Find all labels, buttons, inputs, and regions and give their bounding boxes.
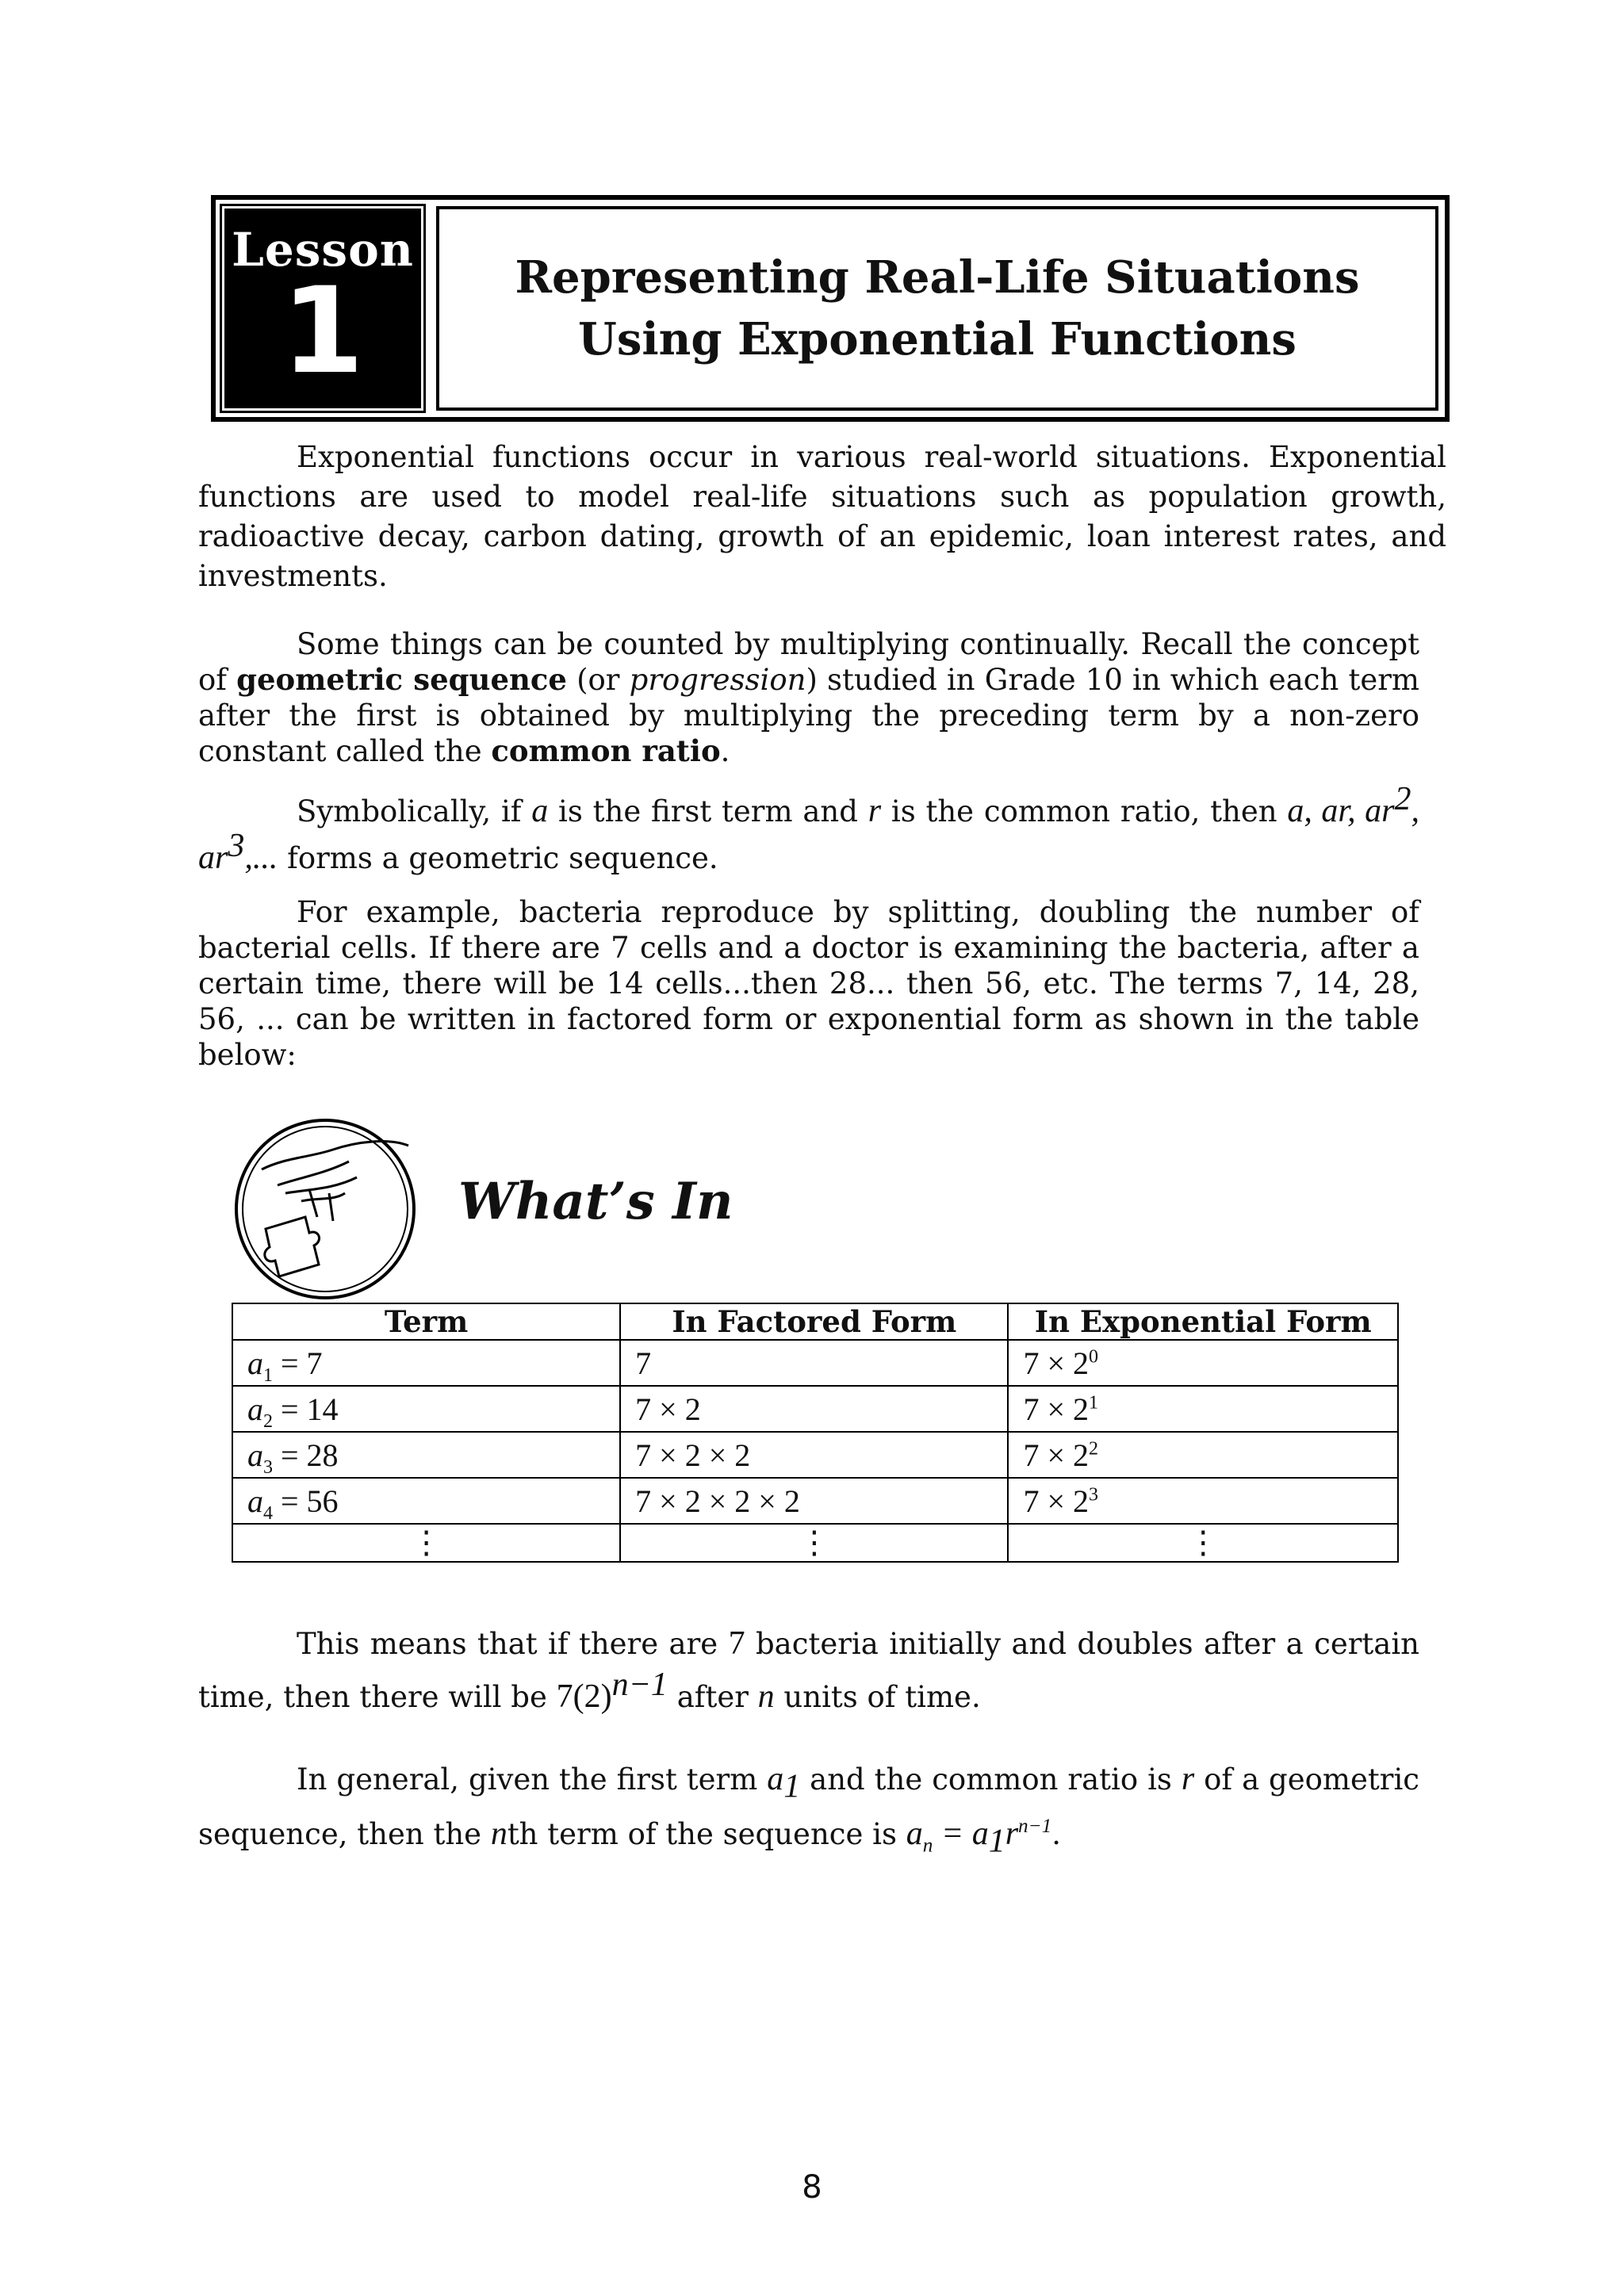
lesson-badge	[222, 206, 423, 411]
lesson-header	[211, 195, 1450, 422]
text-span: This means that if there are	[297, 1627, 729, 1661]
table-row	[232, 1386, 1398, 1432]
lesson-title-box	[436, 206, 1438, 411]
text-span: .	[720, 734, 730, 768]
header-term: Term	[232, 1303, 620, 1340]
term-cell: $a_2 = 14$	[232, 1386, 620, 1432]
doubling-formula: $7(2)^{n-1}$	[556, 1667, 668, 1715]
lesson-label: Lesson	[232, 223, 414, 277]
exponential-cell	[1008, 1386, 1398, 1432]
general-term-formula: $a_n = a_1r^{n-1}$	[906, 1816, 1052, 1860]
factored-cell: 7 × 2 × 2 × 2	[620, 1478, 1008, 1524]
text-span: th term of the sequence is	[507, 1817, 906, 1851]
exponent: 3	[1089, 1484, 1099, 1506]
factored-cell: 7 × 2	[620, 1386, 1008, 1432]
text-span: (or	[566, 663, 630, 697]
exponential-cell	[1008, 1340, 1398, 1386]
text-span: of a geometric sequence, then the	[198, 1762, 1420, 1851]
subscript: 4	[263, 1502, 273, 1524]
table-row	[232, 1478, 1398, 1524]
table-header-row	[232, 1303, 1398, 1340]
text-span: is the first term and	[548, 794, 868, 828]
table-row	[232, 1340, 1398, 1386]
puzzle-hand-icon	[230, 1114, 420, 1304]
math-a: a	[531, 793, 549, 829]
term-cell: $a_4 = 56$	[232, 1478, 620, 1524]
page-number: 8	[802, 2169, 822, 2206]
text-span: after	[667, 1680, 758, 1714]
math-r: r	[868, 793, 882, 829]
math-seven: 7	[728, 1625, 745, 1662]
term-value: = 7	[281, 1345, 323, 1381]
general-term-paragraph	[198, 1752, 1419, 1862]
math-n: n	[490, 1816, 508, 1852]
text-span: units of time.	[774, 1680, 981, 1714]
term-progression: progression	[629, 663, 806, 697]
text-span: bacteria initially and doubles after a certain time, then there will be	[198, 1627, 1419, 1714]
doubling-paragraph	[198, 1617, 1419, 1724]
exp-base: 7 × 2	[1023, 1345, 1090, 1381]
whats-in-title: What’s In	[458, 1172, 733, 1231]
exponential-cell	[1008, 1478, 1398, 1524]
math-r: r	[1181, 1761, 1195, 1797]
subscript: 2	[263, 1410, 273, 1432]
text-span: .	[1051, 1817, 1061, 1851]
text-span: In general, given the first term	[297, 1762, 768, 1797]
lesson-number: 1	[281, 262, 365, 400]
geometric-sequence-formula: a, ar, $ar^2$, $ar^3$,...	[198, 781, 1419, 876]
term-geometric-sequence: geometric sequence	[236, 662, 567, 697]
exp-base: 7 × 2	[1023, 1483, 1090, 1519]
math-a1: $a_1$	[767, 1761, 801, 1805]
term-cell: $a_1 = 7$	[232, 1340, 620, 1386]
geometric-sequence-paragraph	[198, 626, 1419, 769]
symbolic-paragraph	[198, 781, 1419, 882]
header-factored: In Factored Form	[620, 1303, 1008, 1340]
intro-paragraph	[198, 438, 1446, 596]
exponent: 2	[1089, 1438, 1099, 1460]
term-value: = 56	[281, 1483, 339, 1519]
bacteria-text: For example, bacteria reproduce by splitting, doubling the number of bacterial cells. If there are 7 cells and a doctor is examining the bacteria, after a certain time, there will be 14 cells...then 28... then 56, etc. The terms 7, 14, 28, 56, ... can be written in factored form or exponential form as shown in the table below:	[198, 895, 1419, 1072]
text-span: Symbolically, if	[297, 794, 532, 828]
table-row	[232, 1432, 1398, 1478]
exponential-cell	[1008, 1432, 1398, 1478]
term-value: = 28	[281, 1437, 339, 1473]
lesson-title	[515, 247, 1360, 370]
text-span: ) studied in Grade 10 in which each term after the first is obtained by multiplying the preceding term by a non-zero constant called the	[198, 663, 1419, 768]
term-cell: $a_3 = 28$	[232, 1432, 620, 1478]
ellipsis-cell: ⋮	[620, 1524, 1008, 1562]
sequence-table	[232, 1303, 1399, 1563]
subscript: 1	[263, 1364, 273, 1386]
exponent: 0	[1089, 1346, 1099, 1368]
math-n: n	[757, 1678, 775, 1715]
factored-cell: 7	[620, 1340, 1008, 1386]
ellipsis-cell: ⋮	[1008, 1524, 1398, 1562]
text-span: is the common ratio, then	[881, 794, 1288, 828]
exp-base: 7 × 2	[1023, 1437, 1090, 1473]
text-span: Some things can be counted by multiplying continually. Recall the concept of	[198, 627, 1419, 697]
exp-base: 7 × 2	[1023, 1391, 1090, 1427]
intro-text: Exponential functions occur in various real-world situations. Exponential functions are used to model real-life situations such as population growth, radioactive decay, carbon dating, growth of an epidemic, loan interest rates, and investments.	[198, 440, 1446, 593]
lesson-title-line1: Representing Real-Life Situations	[515, 251, 1360, 304]
subscript: 3	[263, 1456, 273, 1478]
text-span: forms a geometric sequence.	[278, 841, 718, 875]
bacteria-paragraph	[198, 894, 1419, 1073]
table-row-ellipsis	[232, 1524, 1398, 1562]
header-exponential: In Exponential Form	[1008, 1303, 1398, 1340]
text-span: and the common ratio is	[800, 1762, 1182, 1797]
factored-cell: 7 × 2 × 2	[620, 1432, 1008, 1478]
term-common-ratio: common ratio	[491, 733, 721, 768]
lesson-title-line2: Using Exponential Functions	[578, 313, 1297, 365]
ellipsis-cell: ⋮	[232, 1524, 620, 1562]
term-value: = 14	[281, 1391, 339, 1427]
exponent: 1	[1089, 1392, 1099, 1414]
